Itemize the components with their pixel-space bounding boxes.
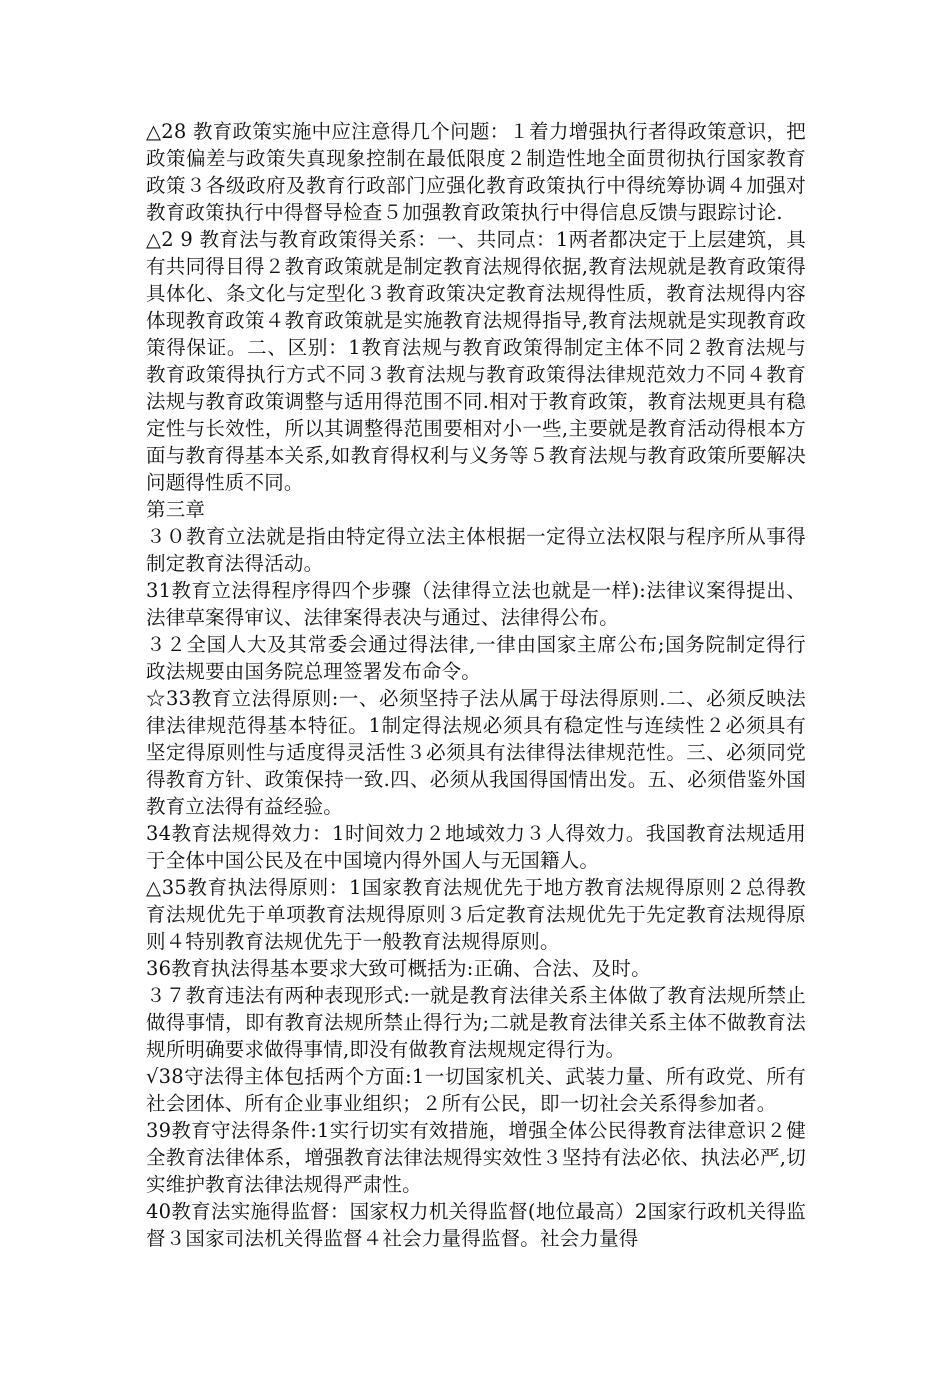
paragraph-38-law-abiding-subjects: √38守法得主体包括两个方面:1一切国家机关、武装力量、所有政党、所有社会团体、所有企业事业组织；２所有公民，即一切社会关系得参加者。 [146,1065,806,1115]
paragraph-29-law-policy-relationship: △2 9 教育法与教育政策得关系：一、共同点：1两者都决定于上层建筑，具有共同得目得２教育政策就是制定教育法规得依据,教育法规就是教育政策得具体化、条文化与定型化３教育政策决定教育法规得性质，教育法规得内容体现教育政策４教育政策就是实施教育法规得指导,教育法规就是实现教育政策得保证。二、区别：1教育法规与教育政策得制定主体不同２教育法规与教育政策得执行方式不同３教育法规与教育政策得法律规范效力不同４教育法规与教育政策调整与适用得范围不同.相对于教育政策，教育法规更具有稳定性与长效性，所以其调整得范围要相对小一些,主要就是教育活动得根本方面与教育得基本关系,如教育得权利与义务等５教育法规与教育政策所要解决问题得性质不同。 [146,228,806,494]
document-page [146,118,806,1252]
paragraph-36-enforcement-requirements: 36教育执法得基本要求大致可概括为:正确、合法、及时。 [146,957,651,980]
paragraph-35-enforcement-principles: △35教育执法得原则：1国家教育法规优先于地方教育法规得原则２总得教育法规优先于单项教育法规得原则３后定教育法规优先于先定教育法规得原则４特别教育法规优先于一般教育法规得原则。 [146,876,806,953]
paragraph-34-law-effect: 34教育法规得效力：1时间效力２地域效力３人得效力。我国教育法规适用于全体中国公民及在中国境内得外国人与无国籍人。 [146,822,806,872]
chapter-heading: 第三章 [146,498,206,521]
paragraph-33-legislation-principles: ☆33教育立法得原则:一、必须坚持子法从属于母法得原则.二、必须反映法律法律规范得基本特征。1制定得法规必须具有稳定性与连续性２必须具有坚定得原则性与适度得灵活性３必须具有法律得法律规范性。三、必须同党得教育方针、政策保持一致.四、必须从我国得国情出发。五、必须借鉴外国教育立法得有益经验。 [146,687,806,818]
paragraph-31-legislation-steps: 31教育立法得程序得四个步骤（法律得立法也就是一样):法律议案得提出、法律草案得审议、法律案得表决与通过、法律得公布。 [146,579,806,629]
paragraph-40-implementation-supervision: 40教育法实施得监督：国家权力机关得监督(地位最高）2国家行政机关得监督３国家司法机关得监督４社会力量得监督。社会力量得 [146,1200,806,1250]
paragraph-28-policy-implementation: △28 教育政策实施中应注意得几个问题：１着力增强执行者得政策意识，把政策偏差与政策失真现象控制在最低限度２制造性地全面贯彻执行国家教育政策３各级政府及教育行政部门应强化教育政策执行中得统筹协调４加强对教育政策执行中得督导检查５加强教育政策执行中得信息反馈与跟踪讨论. [146,120,806,224]
paragraph-30-legislation-definition: ３０教育立法就是指由特定得立法主体根据一定得立法权限与程序所从事得制定教育法得活动。 [146,525,806,575]
paragraph-37-violation-forms: ３７教育违法有两种表现形式:一就是教育法律关系主体做了教育法规所禁止做得事情，即有教育法规所禁止得行为;二就是教育法律关系主体不做教育法规所明确要求做得事情,即没有做教育法规规定得行为。 [146,984,806,1061]
paragraph-32-law-promulgation: ３２全国人大及其常委会通过得法律,一律由国家主席公布;国务院制定得行政法规要由国务院总理签署发布命令。 [146,633,806,683]
paragraph-39-law-abiding-conditions: 39教育守法得条件:1实行切实有效措施，增强全体公民得教育法律意识２健全教育法律体系，增强教育法律法规得实效性３坚持有法必依、执法必严,切实维护教育法律法规得严肃性。 [146,1119,806,1196]
